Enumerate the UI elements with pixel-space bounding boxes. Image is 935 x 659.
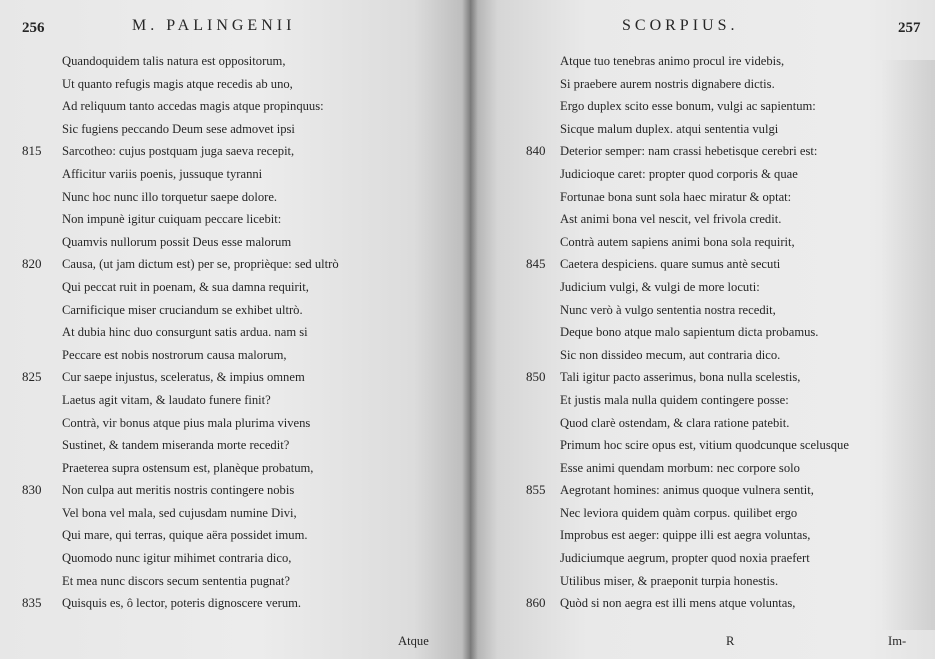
line-number: 815 [22, 143, 42, 159]
verse-text: Nunc verò à vulgo sententia nostra recedit, [560, 302, 776, 317]
verse-text: Judiciumque aegrum, propter quod noxia praefert [560, 551, 810, 566]
verse-text: Tali igitur pacto asserimus, bona nulla scelestis, [560, 370, 801, 385]
verse-text: Vel bona vel mala, sed cujusdam numine Divi, [62, 505, 297, 520]
line-number: 820 [22, 256, 42, 272]
verse-text: Atque tuo tenebras animo procul ire videbis, [560, 54, 785, 68]
verse-line [0, 208, 470, 231]
verse-line [470, 299, 935, 322]
verse-text: Quod clarè ostendam, & clara ratione patebit. [560, 415, 790, 430]
verse-text: Nec leviora quidem quàm corpus. quilibet ergo [560, 505, 798, 520]
verse-line [0, 163, 470, 186]
verse-text: Contrà autem sapiens animi bona sola requirit, [560, 234, 795, 249]
line-number: 860 [526, 595, 546, 611]
line-number: 855 [526, 482, 546, 498]
verse-line [470, 502, 935, 525]
verse-text: Sic non dissideo mecum, aut contraria dico. [560, 347, 781, 362]
verse-line [470, 366, 935, 389]
verse-text: Utilibus miser, & praeponit turpia honestis. [560, 573, 779, 588]
signature-mark: R [726, 634, 735, 648]
verse-line [0, 299, 470, 322]
verse-text: Sustinet, & tandem miseranda morte recedit? [62, 438, 290, 453]
verse-line [0, 50, 470, 73]
verse-line [470, 163, 935, 186]
verse-text: At dubia hinc duo consurgunt satis ardua. nam si [62, 325, 308, 340]
verse-text: Sicque malum duplex. atqui sententia vulgi [560, 121, 779, 136]
verse-text: Laetus agit vitam, & laudato funere finit? [62, 392, 271, 407]
verse-text: Sarcotheo: cujus postquam juga saeva recepit, [62, 144, 295, 159]
verse-line [0, 412, 470, 435]
right-page [470, 0, 935, 659]
verse-line [0, 253, 470, 276]
right-running-head: SCORPIUS. [622, 17, 739, 34]
verse-line [0, 366, 470, 389]
verse-line [470, 253, 935, 276]
left-page-number: 256 [22, 20, 45, 36]
verse-text: Peccare est nobis nostrorum causa malorum, [62, 347, 287, 362]
verse-text: Ad reliquum tanto accedas magis atque propinquus: [62, 99, 324, 114]
verse-text: Contrà, vir bonus atque pius mala plurima vivens [62, 415, 311, 430]
left-verse-block [0, 50, 470, 615]
verse-line [0, 118, 470, 141]
verse-line [0, 140, 470, 163]
verse-line [0, 231, 470, 254]
verse-text: Judicium vulgi, & vulgi de more locuti: [560, 279, 760, 294]
verse-text: Aegrotant homines: animus quoque vulnera sentit, [560, 483, 814, 498]
verse-text: Causa, (ut jam dictum est) per se, proprièque: sed ultrò [62, 257, 339, 272]
line-number: 850 [526, 369, 546, 385]
verse-line [470, 50, 935, 73]
verse-line [470, 276, 935, 299]
verse-text: Improbus est aeger: quippe illi est aegra voluntas, [560, 528, 811, 543]
verse-text: Non culpa aut meritis nostris contingere nobis [62, 483, 295, 498]
verse-line [470, 95, 935, 118]
verse-line [470, 344, 935, 367]
verse-text: Judicioque caret: propter quod corporis & quae [560, 166, 798, 181]
verse-line [470, 186, 935, 209]
verse-line [0, 344, 470, 367]
verse-text: Quisquis es, ô lector, poteris dignoscere verum. [62, 596, 302, 611]
verse-text: Esse animi quendam morbum: nec corpore solo [560, 460, 800, 475]
verse-text: Et mea nunc discors secum sententia pugnat? [62, 573, 291, 588]
verse-text: Afficitur variis poenis, jussuque tyranni [62, 166, 263, 181]
verse-text: Deterior semper: nam crassi hebetisque cerebri est: [560, 144, 818, 159]
verse-line [470, 118, 935, 141]
verse-line [0, 73, 470, 96]
line-number: 835 [22, 595, 42, 611]
verse-line [0, 524, 470, 547]
verse-text: Ergo duplex scito esse bonum, vulgi ac sapientum: [560, 99, 816, 114]
verse-line [0, 434, 470, 457]
verse-text: Qui peccat ruit in poenam, & sua damna requirit, [62, 279, 309, 294]
page-bleed-shadow [880, 60, 935, 630]
verse-line [470, 479, 935, 502]
verse-line [470, 389, 935, 412]
right-verse-block [470, 50, 935, 615]
verse-text: Quomodo nunc igitur mihimet contraria dico, [62, 551, 292, 566]
verse-line [0, 276, 470, 299]
verse-line [0, 95, 470, 118]
line-number: 830 [22, 482, 42, 498]
left-running-head: M. PALINGENII [132, 17, 296, 34]
verse-text: Primum hoc scire opus est, vitium quodcunque scelusque [560, 438, 849, 453]
verse-line [470, 570, 935, 593]
verse-text: Ut quanto refugis magis atque recedis ab uno, [62, 76, 293, 91]
verse-text: Quòd si non aegra est illi mens atque voluntas, [560, 596, 796, 611]
verse-line [470, 412, 935, 435]
line-number: 825 [22, 369, 42, 385]
verse-line [470, 592, 935, 615]
verse-line [0, 186, 470, 209]
verse-line [470, 73, 935, 96]
verse-line [0, 547, 470, 570]
verse-text: Cur saepe injustus, sceleratus, & impius omnem [62, 370, 305, 385]
verse-line [0, 321, 470, 344]
verse-line [470, 457, 935, 480]
verse-text: Si praebere aurem nostris dignabere dictis. [560, 76, 775, 91]
book-gutter [462, 0, 478, 659]
line-number: 845 [526, 256, 546, 272]
verse-line [0, 457, 470, 480]
right-page-number: 257 [898, 20, 921, 36]
verse-text: Caetera despiciens. quare sumus antè secuti [560, 257, 781, 272]
verse-line [0, 502, 470, 525]
verse-text: Et justis mala nulla quidem contingere posse: [560, 392, 789, 407]
line-number: 840 [526, 143, 546, 159]
verse-text: Praeterea supra ostensum est, planèque probatum, [62, 460, 314, 475]
verse-text: Fortunae bona sunt sola haec miratur & optat: [560, 189, 792, 204]
verse-line [0, 389, 470, 412]
verse-text: Non impunè igitur cuiquam peccare licebit: [62, 212, 282, 227]
verse-line [470, 321, 935, 344]
verse-line [0, 479, 470, 502]
verse-text: Qui mare, qui terras, quique aëra possidet imum. [62, 528, 308, 543]
verse-line [0, 592, 470, 615]
verse-text: Carnificique miser cruciandum se exhibet ultrò. [62, 302, 303, 317]
verse-text: Nunc hoc nunc illo torquetur saepe dolore. [62, 189, 278, 204]
verse-line [470, 547, 935, 570]
verse-text: Ast animi bona vel nescit, vel frivola credit. [560, 212, 782, 227]
verse-text: Quandoquidem talis natura est oppositorum, [62, 54, 286, 68]
left-catchword: Atque [398, 634, 429, 648]
verse-text: Sic fugiens peccando Deum sese admovet ipsi [62, 121, 295, 136]
verse-line [470, 434, 935, 457]
verse-text: Deque bono atque malo sapientum dicta probamus. [560, 325, 819, 340]
verse-line [470, 524, 935, 547]
verse-line [0, 570, 470, 593]
verse-line [470, 231, 935, 254]
verse-text: Quamvis nullorum possit Deus esse malorum [62, 234, 292, 249]
verse-line [470, 208, 935, 231]
verse-line [470, 140, 935, 163]
right-catchword: Im- [888, 634, 907, 648]
